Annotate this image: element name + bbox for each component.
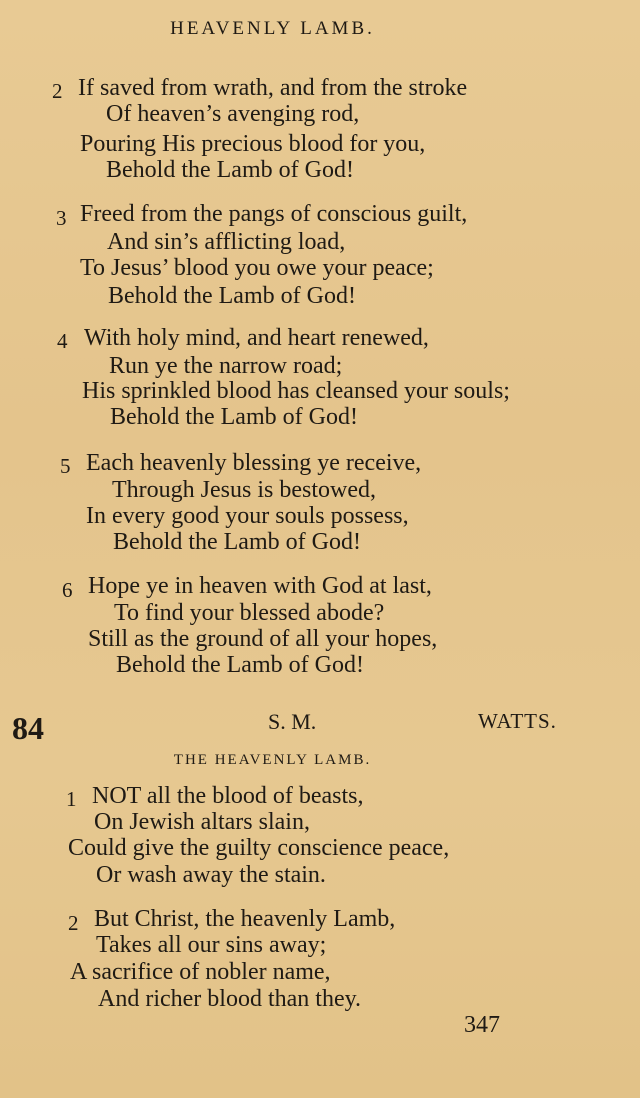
verse-line: But Christ, the heavenly Lamb,: [94, 906, 396, 932]
verse-line: If saved from wrath, and from the stroke: [78, 75, 468, 101]
verse-line: On Jewish altars slain,: [94, 809, 310, 835]
verse-line: Hope ye in heaven with God at last,: [88, 573, 432, 599]
verse-line: Freed from the pangs of conscious guilt,: [80, 201, 468, 227]
verse-line: Run ye the narrow road;: [109, 353, 343, 379]
hymn-title: THE HEAVENLY LAMB.: [173, 752, 372, 768]
verse-line: Pouring His precious blood for you,: [80, 131, 426, 157]
verse-line: Each heavenly blessing ye receive,: [86, 450, 422, 476]
verse-line: Could give the guilty conscience peace,: [68, 835, 450, 861]
verse-line: Takes all our sins away;: [96, 932, 327, 958]
verse-line: To Jesus’ blood you owe your peace;: [80, 255, 434, 281]
stanza-number: 2: [68, 911, 79, 935]
verse-line: Behold the Lamb of God!: [106, 157, 354, 183]
running-header: HEAVENLY LAMB.: [170, 18, 375, 39]
verse-line: Or wash away the stain.: [96, 862, 326, 888]
hymn-meter: S. M.: [268, 709, 317, 734]
stanza-number: 3: [56, 206, 67, 230]
hymn-author: WATTS.: [478, 709, 557, 733]
verse-line: Behold the Lamb of God!: [113, 529, 361, 555]
stanza-number: 6: [62, 578, 73, 602]
verse-line: Of heaven’s avenging rod,: [106, 101, 360, 127]
verse-line: His sprinkled blood has cleansed your souls;: [82, 378, 510, 404]
hymn-number: 84: [12, 710, 44, 746]
verse-line: And sin’s afflicting load,: [107, 229, 346, 255]
page-number: 347: [464, 1012, 500, 1038]
verse-line: Through Jesus is bestowed,: [112, 477, 376, 503]
stanza-number: 5: [60, 454, 71, 478]
stanza-number: 4: [57, 329, 68, 353]
verse-line: Behold the Lamb of God!: [116, 652, 364, 678]
verse-line: Still as the ground of all your hopes,: [88, 626, 438, 652]
verse-line: Behold the Lamb of God!: [110, 404, 358, 430]
verse-line: Behold the Lamb of God!: [108, 283, 356, 309]
verse-line: To find your blessed abode?: [114, 600, 385, 626]
stanza-number: 2: [52, 79, 63, 103]
verse-line: A sacrifice of nobler name,: [70, 959, 331, 985]
verse-line: And richer blood than they.: [98, 986, 362, 1012]
verse-line: NOT all the blood of beasts,: [92, 783, 364, 809]
stanza-number: 1: [66, 787, 77, 811]
verse-line: In every good your souls possess,: [86, 503, 409, 529]
verse-line: With holy mind, and heart renewed,: [84, 325, 429, 351]
